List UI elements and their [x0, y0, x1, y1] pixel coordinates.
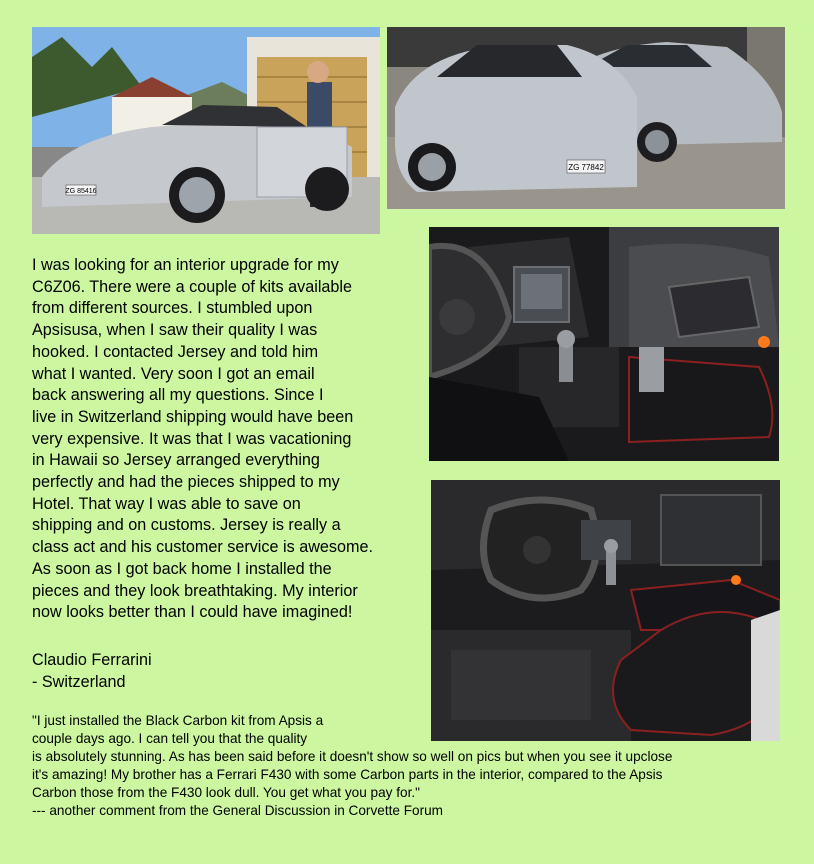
testimonial-line: live in Switzerland shipping would have been — [32, 407, 354, 426]
license-plate-ferrari: ZG 77842 — [568, 163, 604, 172]
quote-line: it's amazing! My brother has a Ferrari F430 with some Carbon parts in the interior, compared to the Apsis — [32, 766, 663, 782]
testimonial-line: C6Z06. There were a couple of kits available — [32, 277, 353, 296]
author-location: - Switzerland — [32, 672, 126, 691]
testimonial-line: I was looking for an interior upgrade for my — [32, 256, 339, 274]
testimonial-line: shipping and on customs. Jersey is really a — [32, 516, 341, 535]
license-plate-corvette: ZG 85416 — [65, 188, 97, 195]
testimonial-signature — [32, 650, 152, 693]
testimonial-line: As soon as I got back home I installed the — [32, 559, 332, 578]
testimonial-line: pieces and they look breathtaking. My interior — [32, 581, 358, 600]
testimonial-text — [32, 255, 422, 624]
author-name: Claudio Ferrarini — [32, 651, 152, 669]
quote-line: couple days ago. I can tell you that the quality — [32, 730, 308, 746]
testimonial-line: hooked. I contacted Jersey and told him — [32, 342, 319, 361]
testimonial-line: from different sources. I stumbled upon — [32, 299, 313, 318]
testimonial-line: Hotel. That way I was able to save on — [32, 494, 301, 513]
quote-attribution: --- another comment from the General Discussion in Corvette Forum — [32, 802, 443, 818]
testimonial-line: perfectly and had the pieces shipped to my — [32, 473, 340, 492]
testimonial-line: back answering all my questions. Since I — [32, 386, 324, 405]
testimonial-line: now looks better than I could have imagined! — [32, 603, 353, 622]
quote-line: is absolutely stunning. As has been said before it doesn't show so well on pics but when you see it upclose — [32, 748, 673, 764]
forum-quote — [32, 712, 812, 819]
testimonial-line: what I wanted. Very soon I got an email — [32, 364, 315, 383]
photo-interior-seats — [431, 480, 780, 741]
photo-corvette-with-owner — [32, 27, 380, 234]
testimonial-line: Apsisusa, when I saw their quality I was — [32, 321, 318, 340]
photo-interior-dashboard — [429, 227, 779, 461]
testimonial-line: in Hawaii so Jersey arranged everything — [32, 451, 320, 470]
testimonial-line: class act and his customer service is awesome. — [32, 538, 373, 557]
quote-line: Carbon those from the F430 look dull. You get what you pay for." — [32, 784, 420, 800]
quote-line: "I just installed the Black Carbon kit from Apsis a — [32, 713, 324, 728]
testimonial-line: very expensive. It was that I was vacationing — [32, 429, 352, 448]
photo-ferrari-and-corvette — [387, 27, 785, 209]
